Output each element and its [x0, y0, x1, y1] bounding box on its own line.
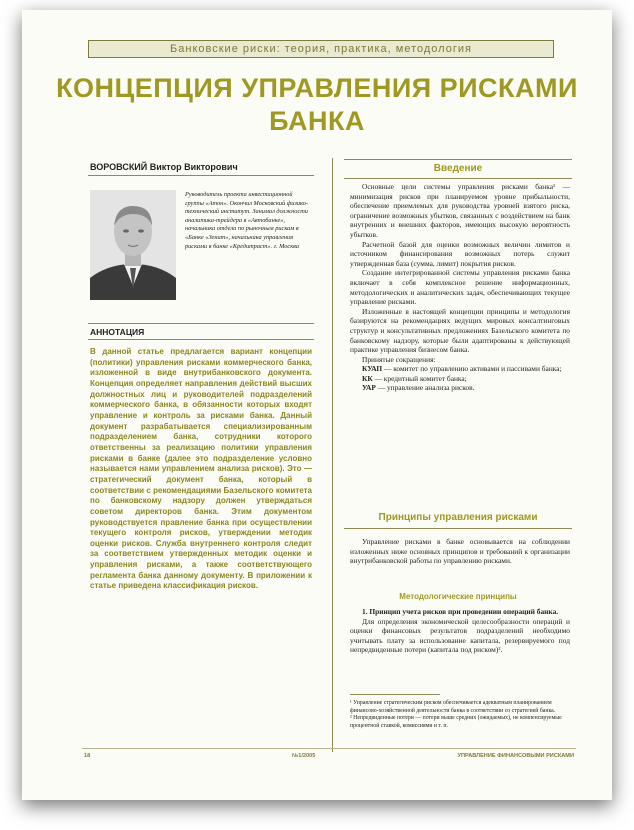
principles-body — [350, 537, 570, 566]
abstract-heading: АННОТАЦИЯ — [90, 327, 145, 337]
article-title-line1: КОНЦЕПЦИЯ УПРАВЛЕНИЯ РИСКАМИ — [56, 73, 578, 103]
magazine-page — [22, 10, 612, 800]
abbr-kuap: КУАП — комитет по управлению активами и пассивами банка; — [362, 364, 562, 374]
intro-paragraph-3: Создание интегрированной системы управления рисками банка включает в себя комплексное решение информационных, методологических и аналитических задач, обеспечивающих текущее управление рисками. — [350, 268, 570, 307]
footer-rule — [82, 748, 576, 749]
intro-paragraph-2: Расчетной базой для оценки возможных величин лимитов и источником финансирования возможных потерь служит утвержденная база (сумма, лимит) покрытия рисков. — [350, 239, 570, 268]
intro-heading: Введение — [433, 163, 483, 174]
principles-body-2 — [350, 607, 570, 655]
abstract-rule-bottom — [88, 339, 314, 340]
abstract-rule-top — [88, 323, 314, 324]
intro-paragraph-4: Изложенные в настоящей концепции принципы и методология базируются на рекомендациях ведущих мировых консалтинговых структур и консультативных предложениях Базельского комитета по банковскому надзору, которые были адаптированы к действующей практике управления бизнесом банка. — [350, 306, 570, 355]
intro-rule-top — [344, 159, 572, 160]
footnote-rule — [350, 694, 440, 695]
principles-rule — [344, 528, 572, 529]
principles-heading: Принципы управления рисками — [378, 512, 538, 523]
principle-item-1: 1. Принцип учета рисков при проведении операций банка. — [362, 607, 559, 616]
portrait-image — [90, 190, 176, 300]
intro-paragraph-5: Принятые сокращения: — [362, 354, 436, 364]
footnote-2: ² Непредвиденные потери — потери выше средних (ожидаемых), не компенсируемые процентной ставкой, комиссиями и т. п. — [350, 715, 562, 729]
article-title — [22, 72, 612, 138]
article-title-line2: БАНКА — [269, 106, 365, 136]
principles-paragraph-1: Управление рисками в банке основывается на соблюдении изложенных ниже основных принципов и требований к организации внутрибанковской работы по управлению рисками. — [350, 537, 570, 566]
footnote-1: ¹ Управление стратегическим риском обеспечивается адекватным планированием финансово-хозяйственной деятельности банка в соответствии со стратегией банка. — [350, 700, 556, 714]
column-divider — [332, 158, 333, 752]
abbr-uar: УАР — управление анализа рисков. — [362, 383, 475, 393]
abbr-kk: КК — кредитный комитет банка; — [362, 373, 467, 383]
author-photo — [90, 190, 176, 300]
page-number: 18 — [84, 753, 91, 759]
methodology-subheading: Методологические принципы — [399, 592, 517, 601]
author-bio: Руководитель проекта инвестиционной группы «Атон». Окончил Московский физико-технический институт. Занимал должности аналитика-трейдера в «Автобанке», начальника отдела по рыночным рискам в «Банке «Зенит», начальника управления рисками в банке «Кредитраст». г. Москва — [185, 191, 308, 250]
author-rule — [88, 175, 314, 176]
section-banner: Банковские риски: теория, практика, методология — [88, 40, 554, 58]
principles-paragraph-2: Для определения экономической целесообразности операций и оценки финансовых результатов подразделений необходимо учитывать плату за использование капитала, резервируемого под непредвиденные потери (капитала под риском)². — [350, 616, 570, 655]
intro-paragraph-1: Основные цели системы управления рисками банка¹ — минимизация рисков при планируемом уровне прибыльности, обеспечение приемлемых для руководства уровней взятого риска, ограничение возможных убытков, связанных с воздействием на банк внутренних и внешних факторов, имеющих высокую вероятность убытков. — [350, 182, 570, 239]
abstract-text: В данной статье предлагается вариант концепции (политики) управления рисками коммерческого банка, изложенной в виде внутрибанковского документа. Концепция определяет направления действий высших должностных лиц и руководителей подразделений коммерческого банка, в обязанности которых входят управление и контроль за рисками банка. Данный документ разрабатывается специализированным подразделением банка, сотрудники которого ответственны за реализацию политики управления рисками в банке (далее это подразделение условно называется нами управлением анализа рисков). Это — стратегический документ банка, который в соответствии с рекомендациями Базельского комитета по банковскому надзору должен утверждаться советом директоров банка. Этим документом руководствуется правление банка при осуществлении текущего контроля рисков, утверждении методик оценки рисков. Служба внутреннего контроля следит за соответствием утвержденных методик оценки и управления рисками, а также соответствующего регламента банка данному документу. В приложении к статье приведена классификация рисков. — [90, 347, 312, 591]
journal-name: УПРАВЛЕНИЕ ФИНАНСОВЫМИ РИСКАМИ — [457, 753, 574, 759]
author-name: ВОРОВСКИЙ Виктор Викторович — [90, 162, 238, 172]
issue-number: №1/2005 — [292, 753, 316, 759]
footnotes — [350, 700, 570, 730]
intro-rule-bottom — [344, 178, 572, 179]
intro-body — [350, 182, 570, 393]
